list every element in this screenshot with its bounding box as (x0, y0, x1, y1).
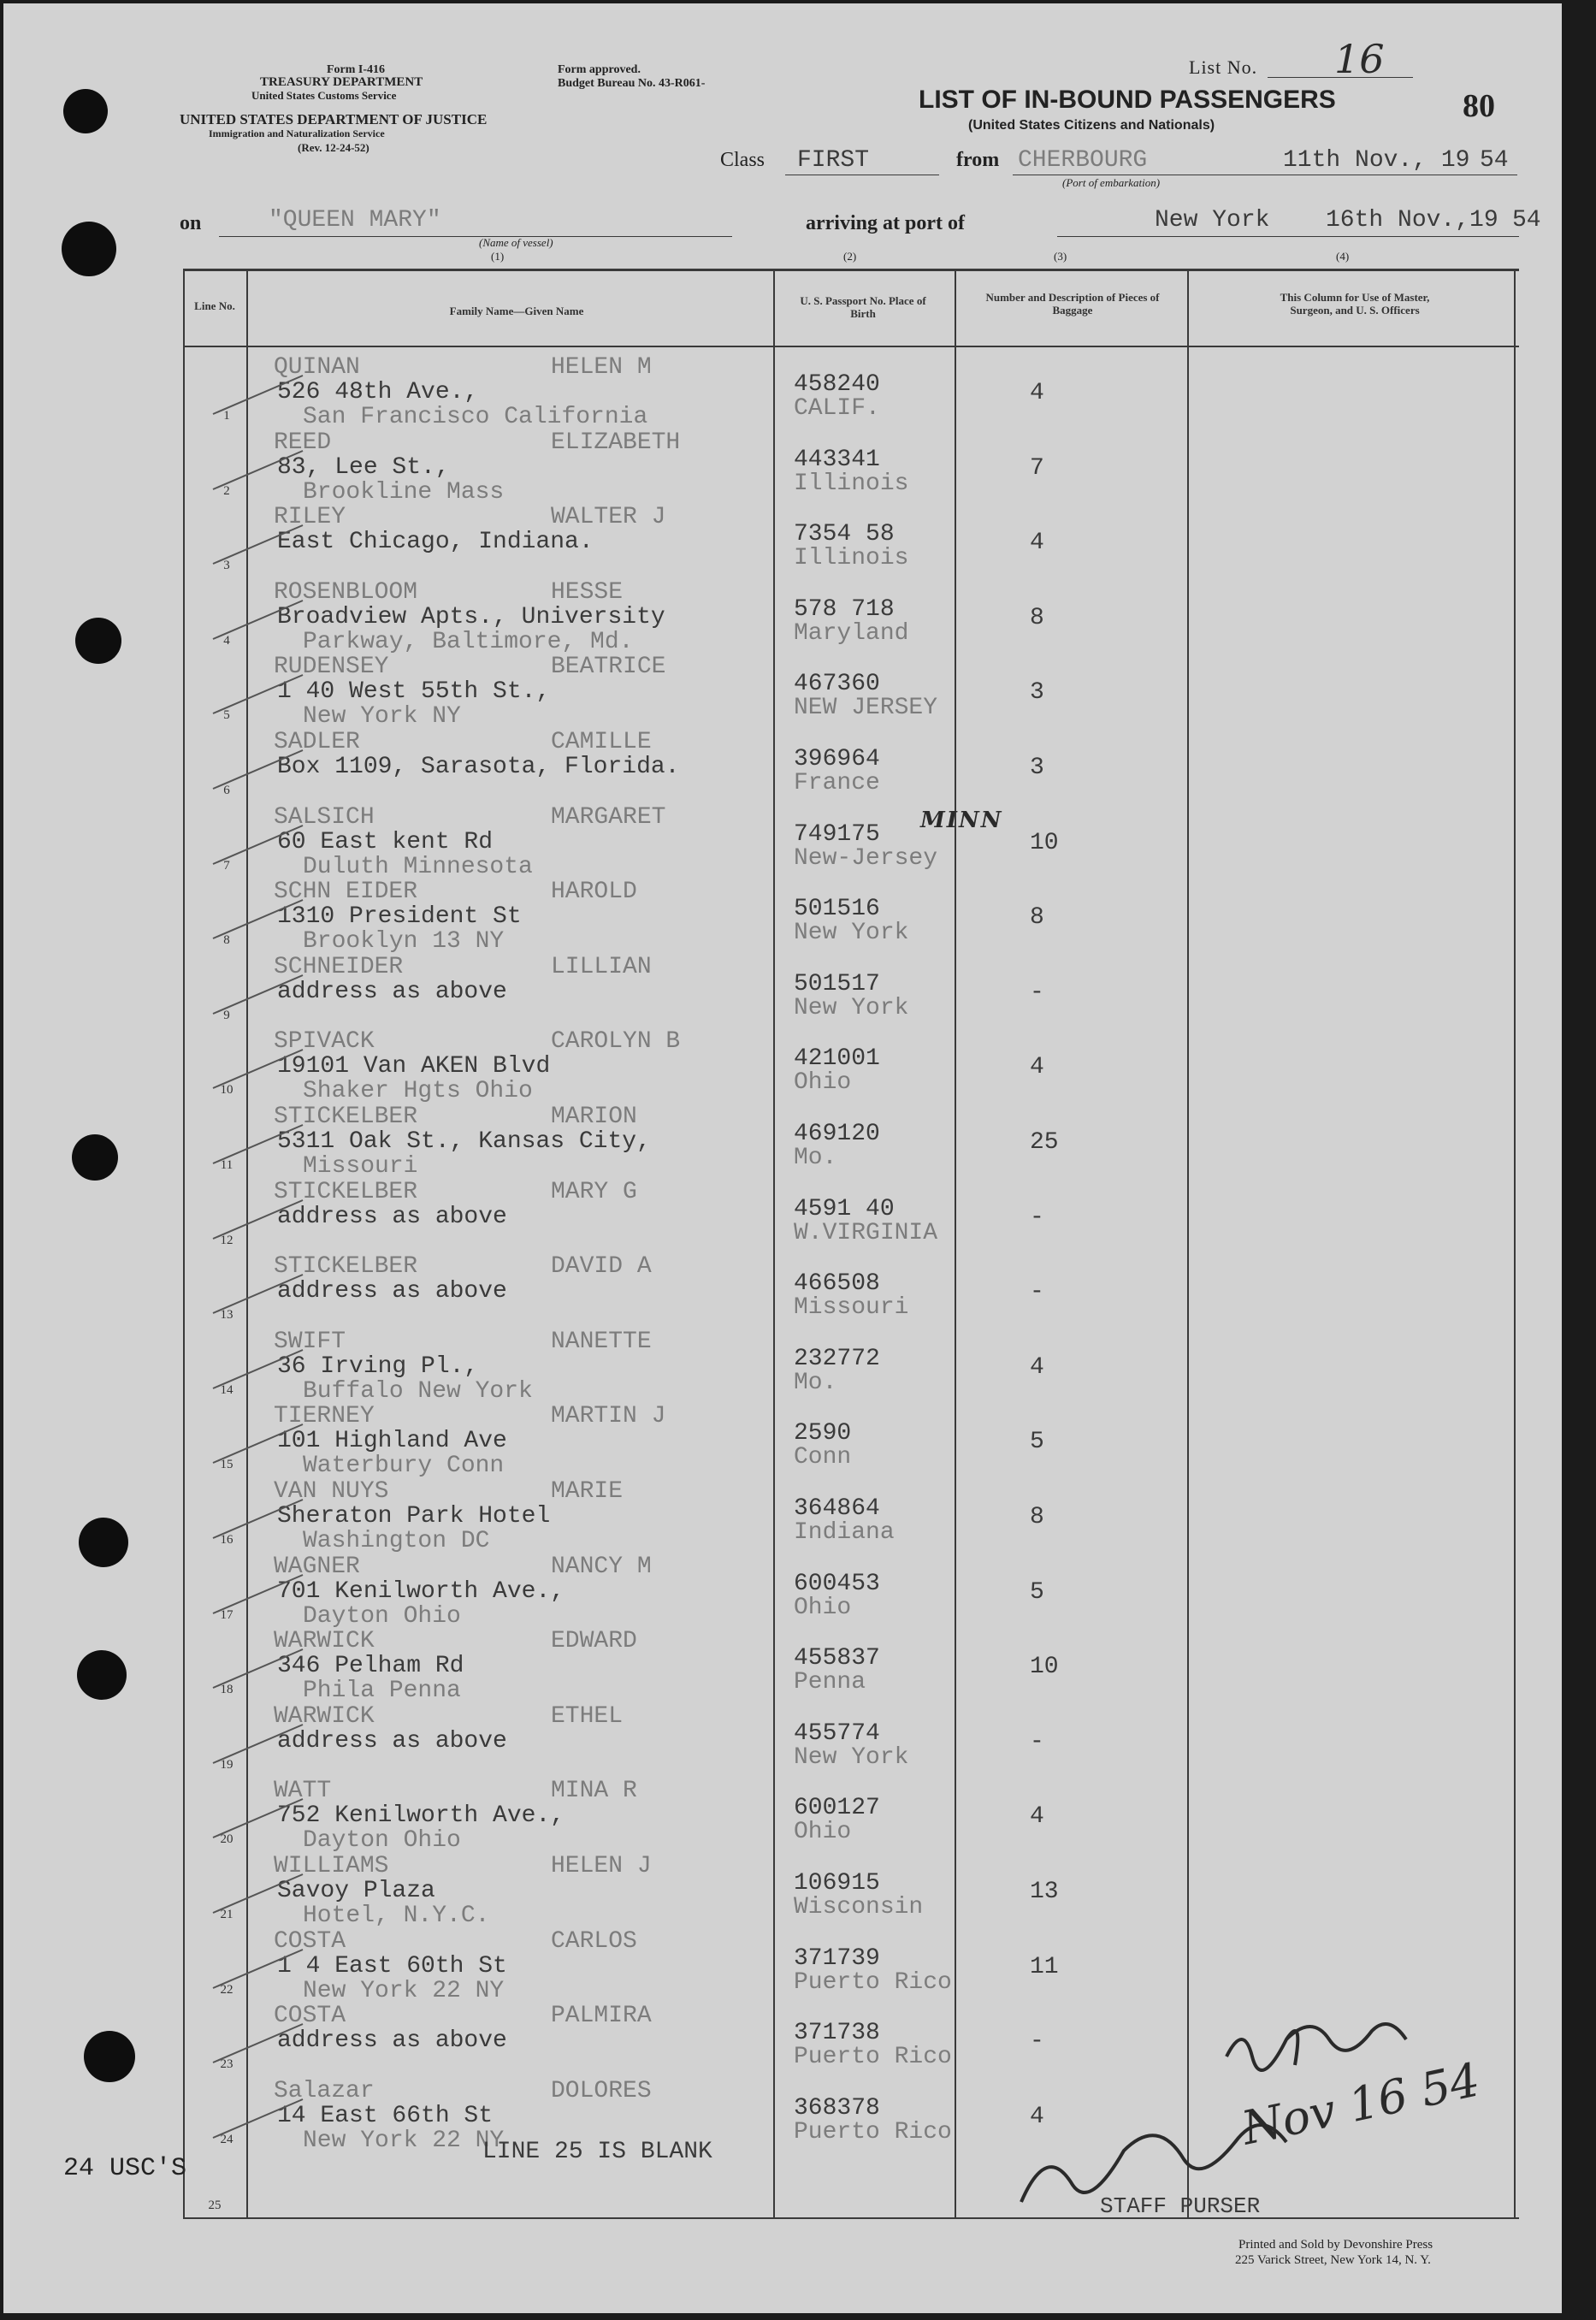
line-number: 3 (223, 559, 230, 573)
family-name: STICKELBER (274, 1104, 418, 1130)
passport-number: 421001 (794, 1045, 880, 1073)
passport-number: 364864 (794, 1495, 880, 1522)
baggage-count: 3 (1030, 679, 1044, 707)
place-of-birth: Ohio (794, 1594, 852, 1621)
given-name: HELEN M (551, 354, 652, 381)
passport-number: 232772 (794, 1345, 880, 1372)
address-line-2: Phila Penna (303, 1678, 461, 1705)
baggage-count: 10 (1030, 829, 1059, 856)
place-of-birth: New York (794, 994, 909, 1021)
given-name: LILLIAN (551, 953, 652, 980)
baggage-count: 5 (1030, 1578, 1044, 1606)
family-name: RUDENSEY (274, 654, 389, 681)
address-line-2: Buffalo New York (303, 1377, 533, 1405)
given-name: EDWARD (551, 1628, 637, 1655)
line-number: 23 (220, 2057, 233, 2072)
passport-number: 600453 (794, 1570, 880, 1597)
line-number: 22 (220, 1982, 233, 1997)
family-name: SALSICH (274, 803, 375, 831)
list-no-value: 16 (1334, 36, 1385, 82)
address-line-1: 526 48th Ave., (277, 379, 479, 405)
address-line-2: Washington DC (303, 1528, 490, 1554)
address-line-2: Dayton Ohio (303, 1602, 461, 1630)
baggage-count: - (1030, 1204, 1044, 1231)
baggage-count: 5 (1030, 1429, 1044, 1456)
arrival-port: New York (1155, 207, 1270, 234)
page-number: 80 (1463, 88, 1495, 124)
place-of-birth: Conn (794, 1444, 852, 1471)
baggage-count: - (1030, 979, 1044, 1006)
place-of-birth: Puerto Rico (794, 1968, 952, 1996)
check-mark (209, 896, 311, 947)
passport-number: 600127 (794, 1795, 880, 1822)
customs-service: United States Customs Service (251, 89, 397, 102)
family-name: RILEY (274, 504, 346, 531)
line-number: 10 (220, 1083, 233, 1098)
check-mark (209, 521, 311, 572)
address-line-1: address as above (277, 1278, 507, 1305)
passport-number: 458240 (794, 371, 880, 398)
passport-number: 106915 (794, 1870, 880, 1897)
col-header-name: Family Name—Given Name (449, 305, 584, 317)
line-number: 20 (220, 1832, 233, 1847)
col-header-baggage: Number and Description of Pieces of Baggage (985, 291, 1160, 317)
given-name: CAROLYN B (551, 1028, 681, 1056)
place-of-birth: Indiana (794, 1519, 895, 1546)
address-line-1: Box 1109, Sarasota, Florida. (277, 754, 680, 780)
check-mark (209, 2020, 311, 2071)
baggage-count: - (1030, 1279, 1044, 1306)
vessel-name: "QUEEN MARY" (269, 207, 441, 234)
address-line-2: Missouri (303, 1153, 418, 1180)
place-of-birth: Illinois (794, 470, 909, 497)
address-line-1: address as above (277, 1727, 507, 1755)
minn-annotation: MINN (920, 808, 1003, 833)
line-number: 17 (220, 1607, 233, 1622)
passport-number: 2590 (794, 1420, 852, 1447)
family-name: SPIVACK (274, 1028, 375, 1056)
family-name: QUINAN (274, 354, 360, 381)
baggage-count: 4 (1030, 1353, 1044, 1381)
line-number: 8 (223, 933, 230, 948)
check-mark (209, 1645, 311, 1696)
family-name: REED (274, 429, 332, 456)
address-line-2: Waterbury Conn (303, 1453, 505, 1480)
place-of-birth: New York (794, 1743, 909, 1771)
given-name: HAROLD (551, 879, 637, 906)
signature-date: Nov 16 54 (1237, 2052, 1485, 2156)
col-number-1: (1) (491, 250, 505, 263)
line-number: 12 (220, 1233, 233, 1247)
line-number: 21 (220, 1908, 233, 1921)
baggage-count: 11 (1030, 1953, 1059, 1980)
address-line-1: Savoy Plaza (277, 1878, 435, 1904)
line-number: 7 (223, 858, 230, 873)
address-line-1: 701 Kenilworth Ave., (277, 1577, 565, 1605)
address-line-1: 19101 Van AKEN Blvd (277, 1053, 551, 1080)
printer-line-1: Printed and Sold by Devonshire Press (1238, 2238, 1433, 2252)
given-name: MARTIN J (551, 1403, 666, 1430)
on-label: on (180, 212, 202, 234)
passport-number: 749175 (794, 820, 880, 848)
list-no-label: List No. (1189, 56, 1258, 78)
given-name: MINA R (551, 1778, 637, 1805)
punch-hole (62, 222, 116, 276)
col-number-3: (3) (1054, 250, 1067, 263)
place-of-birth: NEW JERSEY (794, 695, 938, 722)
given-name: MARION (551, 1104, 637, 1130)
address-line-2: San Francisco California (303, 404, 648, 430)
address-line-1: 5311 Oak St., Kansas City, (277, 1128, 651, 1155)
port-caption: (Port of embarkation) (1062, 176, 1161, 189)
address-line-1: 1 4 East 60th St (277, 1952, 507, 1980)
address-line-2: Brooklyn 13 NY (303, 928, 505, 956)
from-port: CHERBOURG (1018, 147, 1148, 174)
address-line-1: East Chicago, Indiana. (277, 529, 594, 556)
place-of-birth: Mo. (794, 1145, 837, 1171)
place-of-birth: Ohio (794, 1819, 852, 1846)
passport-number: 467360 (794, 671, 880, 698)
check-mark (209, 1720, 311, 1772)
baggage-count: 25 (1030, 1129, 1059, 1156)
passenger-count: 24 USC'S (63, 2154, 187, 2183)
family-name: WILLIAMS (274, 1853, 389, 1879)
line-number: 6 (223, 784, 230, 797)
given-name: ELIZABETH (551, 429, 681, 456)
address-line-1: address as above (277, 978, 507, 1005)
check-mark (209, 971, 311, 1022)
given-name: MARGARET (551, 803, 666, 831)
family-name: WATT (274, 1778, 332, 1805)
address-line-2: Brookline Mass (303, 478, 505, 506)
check-mark (209, 1196, 311, 1247)
passport-number: 443341 (794, 446, 880, 473)
col-header-line: Line No. (194, 299, 235, 312)
line-25-note: LINE 25 IS BLANK (482, 2139, 712, 2165)
class-value: FIRST (797, 147, 870, 174)
baggage-count: 8 (1030, 904, 1044, 932)
line-number: 2 (223, 483, 230, 498)
place-of-birth: Mo. (794, 1369, 837, 1396)
passport-number: 455774 (794, 1719, 880, 1747)
form-title: LIST OF IN-BOUND PASSENGERS (919, 86, 1336, 114)
punch-hole (63, 89, 108, 133)
address-line-1: 14 East 66th St (277, 2102, 494, 2129)
address-line-2: New York 22 NY (303, 2127, 505, 2154)
given-name: HELEN J (551, 1853, 652, 1879)
given-name: CAMILLE (551, 729, 652, 755)
given-name: DAVID A (551, 1253, 652, 1281)
form-number: Form I-416 (327, 63, 386, 76)
punch-hole (72, 1134, 118, 1181)
given-name: CARLOS (551, 1927, 637, 1955)
given-name: NANETTE (551, 1328, 652, 1355)
address-line-1: Sheraton Park Hotel (277, 1503, 551, 1530)
check-mark (209, 746, 311, 797)
line-number: 4 (223, 633, 230, 648)
check-mark (209, 671, 311, 722)
given-name: WALTER J (551, 504, 666, 531)
form-subtitle: (United States Citizens and Nationals) (968, 118, 1215, 133)
passport-number: 578 718 (794, 595, 895, 623)
punch-hole (79, 1518, 128, 1567)
family-name: SADLER (274, 729, 360, 755)
family-name: SCHNEIDER (274, 953, 404, 980)
given-name: NANCY M (551, 1553, 652, 1580)
passport-number: 469120 (794, 1121, 880, 1147)
line-number: 9 (223, 1008, 230, 1022)
passport-number: 501516 (794, 896, 880, 923)
family-name: STICKELBER (274, 1178, 418, 1205)
place-of-birth: Puerto Rico (794, 2118, 952, 2145)
baggage-count: 3 (1030, 755, 1044, 781)
line-number: 15 (220, 1458, 233, 1472)
baggage-count: 4 (1030, 1054, 1044, 1081)
place-of-birth: France (794, 770, 880, 796)
address-line-1: Broadview Apts., University (277, 603, 665, 630)
passport-number: 4591 40 (794, 1195, 895, 1222)
given-name: BEATRICE (551, 654, 666, 681)
address-line-1: 346 Pelham Rd (277, 1653, 464, 1680)
check-mark (209, 821, 311, 873)
place-of-birth: Ohio (794, 1069, 852, 1097)
address-line-2: Duluth Minnesota (303, 853, 533, 880)
family-name: SWIFT (274, 1328, 346, 1355)
family-name: ROSENBLOOM (274, 578, 418, 606)
budget-bureau: Budget Bureau No. 43-R061- (558, 77, 706, 90)
given-name: MARY G (551, 1178, 637, 1205)
family-name: WARWICK (274, 1628, 375, 1655)
baggage-count: 4 (1030, 380, 1044, 406)
passport-number: 396964 (794, 746, 880, 772)
class-label: Class (720, 149, 765, 171)
place-of-birth: Penna (794, 1669, 866, 1696)
baggage-count: 10 (1030, 1654, 1059, 1681)
address-line-2: New York NY (303, 703, 461, 731)
address-line-1: address as above (277, 2027, 507, 2055)
check-mark (209, 1945, 311, 1997)
address-line-2: New York 22 NY (303, 1977, 505, 2004)
address-line-2: Shaker Hgts Ohio (303, 1078, 533, 1105)
check-mark (209, 1795, 311, 1846)
address-line-1: 1310 President St (277, 903, 522, 931)
printer-line-2: 225 Varick Street, New York 14, N. Y. (1235, 2253, 1431, 2267)
arrival-underline (1057, 236, 1519, 237)
line-number-25: 25 (208, 2199, 222, 2212)
address-line-1: 60 East kent Rd (277, 828, 494, 855)
baggage-count: - (1030, 2028, 1044, 2056)
passport-number: 371739 (794, 1944, 880, 1972)
col-header-passport: U. S. Passport No. Place of Birth (800, 294, 926, 320)
col-header-officers: This Column for Use of Master, Surgeon, and U. S. Officers (1280, 291, 1430, 317)
baggage-count: 4 (1030, 1803, 1044, 1831)
col-number-4: (4) (1336, 250, 1350, 263)
punch-hole (75, 618, 121, 664)
check-mark (209, 1045, 311, 1097)
family-name: COSTA (274, 1927, 346, 1955)
address-line-1: 101 Highland Ave (277, 1428, 507, 1455)
place-of-birth: Missouri (794, 1294, 909, 1322)
family-name: Salazar (274, 2077, 375, 2104)
baggage-count: 4 (1030, 530, 1044, 557)
check-mark (209, 1495, 311, 1547)
line-number: 24 (220, 2132, 233, 2146)
address-line-1: 752 Kenilworth Ave., (277, 1802, 565, 1830)
arriving-label: arriving at port of (806, 212, 965, 234)
passport-number: 7354 58 (794, 521, 895, 548)
baggage-count: 7 (1030, 454, 1044, 482)
vessel-underline (219, 236, 732, 237)
place-of-birth: Maryland (794, 619, 909, 647)
place-of-birth: New-Jersey (794, 844, 938, 872)
check-mark (209, 447, 311, 498)
staff-purser: STAFF PURSER (1100, 2193, 1261, 2219)
line-number: 18 (220, 1683, 233, 1697)
vessel-caption: (Name of vessel) (479, 236, 553, 249)
date-embark-year: 54 (1480, 147, 1509, 174)
given-name: DOLORES (551, 2077, 652, 2104)
family-name: WAGNER (274, 1553, 360, 1580)
given-name: MARIE (551, 1478, 624, 1505)
address-line-1: address as above (277, 1203, 507, 1230)
date-embark: 11th Nov., 19 (1283, 147, 1470, 174)
line-number: 11 (220, 1158, 233, 1172)
given-name: HESSE (551, 578, 624, 606)
place-of-birth: Puerto Rico (794, 2044, 952, 2071)
place-of-birth: CALIF. (794, 395, 880, 422)
dept-justice: UNITED STATES DEPARTMENT OF JUSTICE (180, 111, 488, 127)
place-of-birth: W.VIRGINIA (794, 1219, 938, 1246)
baggage-count: 4 (1030, 2103, 1044, 2130)
family-name: STICKELBER (274, 1253, 418, 1281)
family-name: SCHN EIDER (274, 879, 418, 906)
baggage-count: 8 (1030, 604, 1044, 631)
passport-number: 466508 (794, 1270, 880, 1298)
punch-hole (84, 2031, 135, 2082)
ins-label: Immigration and Naturalization Service (209, 127, 385, 139)
address-line-2: Dayton Ohio (303, 1827, 461, 1855)
check-mark (209, 1420, 311, 1471)
baggage-count: - (1030, 1728, 1044, 1755)
passport-number: 371738 (794, 2020, 880, 2047)
check-mark (209, 1346, 311, 1397)
place-of-birth: Illinois (794, 545, 909, 572)
given-name: ETHEL (551, 1702, 624, 1730)
from-label: from (956, 149, 1000, 171)
check-mark (209, 1270, 311, 1322)
check-mark (209, 596, 311, 648)
family-name: TIERNEY (274, 1403, 375, 1430)
address-line-1: 1 40 West 55th St., (277, 678, 551, 706)
baggage-count: 13 (1030, 1879, 1059, 1905)
passport-number: 368378 (794, 2094, 880, 2122)
check-mark (209, 2095, 311, 2146)
line-number: 13 (220, 1308, 233, 1323)
arrival-date: 16th Nov.,19 (1326, 207, 1498, 234)
address-line-2: Hotel, N.Y.C. (303, 1903, 490, 1929)
line-number: 5 (223, 708, 230, 723)
col-number-2: (2) (843, 250, 857, 263)
check-mark (209, 371, 311, 423)
line-number: 1 (223, 409, 230, 423)
family-name: COSTA (274, 2003, 346, 2030)
given-name: PALMIRA (551, 2003, 652, 2030)
address-line-2: Parkway, Baltimore, Md. (303, 628, 634, 655)
arrival-year: 54 (1512, 207, 1541, 234)
address-line-1: 83, Lee St., (277, 453, 450, 481)
purser-signature (1013, 1988, 1526, 2228)
passport-number: 455837 (794, 1645, 880, 1672)
punch-hole (77, 1650, 127, 1700)
place-of-birth: Wisconsin (794, 1894, 924, 1921)
check-mark (209, 1870, 311, 1921)
check-mark (209, 1121, 311, 1172)
line-number: 14 (220, 1382, 233, 1397)
treasury-dept: TREASURY DEPARTMENT (260, 75, 423, 89)
place-of-birth: New York (794, 920, 909, 947)
line-number: 16 (220, 1533, 233, 1547)
form-page (3, 3, 1562, 2313)
form-approved: Form approved. (558, 63, 641, 76)
check-mark (209, 1571, 311, 1622)
baggage-count: 8 (1030, 1504, 1044, 1530)
passport-number: 501517 (794, 970, 880, 997)
rev-label: (Rev. 12-24-52) (298, 141, 369, 154)
family-name: WARWICK (274, 1702, 375, 1730)
address-line-1: 36 Irving Pl., (277, 1352, 479, 1380)
line-number: 19 (220, 1757, 233, 1772)
family-name: VAN NUYS (274, 1478, 389, 1505)
